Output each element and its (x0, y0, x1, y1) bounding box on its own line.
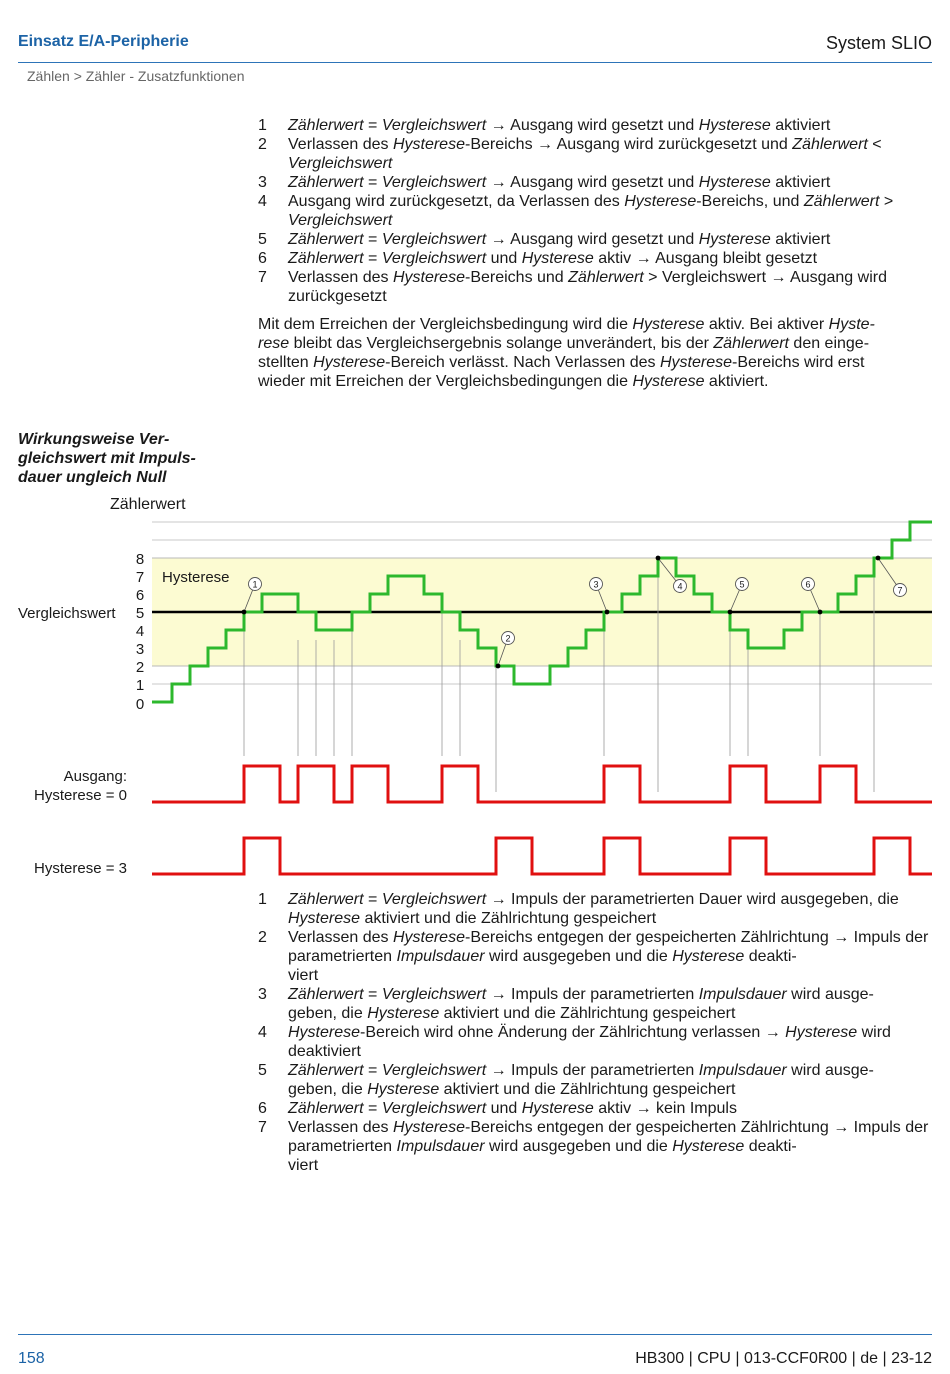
list-item (258, 1099, 938, 1118)
list-item (258, 268, 938, 306)
list-item-text: Zählerwert = Vergleichswert → Impuls der parametrierten Dauer wird ausgegeben, die Hysterese aktiviert und die Zählrichtung gespeichert (288, 891, 899, 927)
y-tick-0: 0 (135, 696, 145, 713)
list-item (258, 249, 938, 268)
y-axis-title: Zählerwert (110, 496, 186, 513)
y-tick-3: 3 (135, 641, 145, 658)
list-item-text: Verlassen des Hysterese-Bereichs → Ausgang wird zurückgesetzt und Zählerwert < Vergleichswert (288, 136, 882, 172)
marker-dot (242, 610, 247, 615)
list-item (258, 890, 938, 928)
y-tick-5: 5 (135, 605, 145, 622)
list-item-number: 7 (258, 269, 267, 286)
list-item-text: Zählerwert = Vergleichswert → Ausgang wird gesetzt und Hysterese aktiviert (288, 117, 831, 134)
hysteresis-label: Hysterese (162, 569, 230, 586)
list-item-number: 2 (258, 929, 267, 946)
list-item (258, 135, 938, 173)
list-item-text: Zählerwert = Vergleichswert → Ausgang wird gesetzt und Hysterese aktiviert (288, 174, 831, 191)
timing-diagram (0, 490, 950, 885)
hysteresis-paragraph: Mit dem Erreichen der Vergleichsbedingung wird die Hysterese aktiv. Bei aktiver Hyste- rese bleibt das Vergleichsergebnis solange unverändert, bis der Zählerwert den einge- stellten Hysterese-Bereich verlässt. Nach Verlassen des Hysterese-Bereichs wird erst wieder mit Erreichen der Vergleichsbedingungen die Hysterese aktiviert. (258, 316, 875, 390)
list-item (258, 985, 938, 1023)
document-id: HB300 | CPU | 013-CCF0R00 | de | 23-12 (635, 1350, 932, 1367)
list-item-number: 1 (258, 117, 267, 134)
list-item-text: Verlassen des Hysterese-Bereichs entgegen der gespeicherten Zählrichtung → Impuls der parametrierten Impulsdauer wird ausgegeben und die Hysterese deakti- viert (288, 929, 929, 984)
marker-number: 1 (252, 579, 258, 590)
y-tick-4: 4 (135, 623, 145, 640)
list-item-text: Ausgang wird zurückgesetzt, da Verlassen des Hysterese-Bereichs, und Zählerwert > Vergleichswert (288, 193, 894, 229)
output-label-3: Hysterese = 3 (34, 860, 127, 877)
marker-number: 6 (805, 579, 811, 590)
list-item-number: 4 (258, 1024, 267, 1041)
marker-number: 5 (739, 579, 745, 590)
list-item (258, 173, 938, 192)
list-item (258, 230, 938, 249)
list-item-text: Verlassen des Hysterese-Bereichs und Zählerwert > Vergleichswert → Ausgang wird zurückgesetzt (288, 269, 887, 305)
list-item-text: Zählerwert = Vergleichswert → Ausgang wird gesetzt und Hysterese aktiviert (288, 231, 831, 248)
marker-dot (656, 556, 661, 561)
breadcrumb: Zählen > Zähler - Zusatzfunktionen (27, 68, 245, 84)
list-item-number: 3 (258, 174, 267, 191)
output-label-2: Hysterese = 0 (34, 787, 127, 804)
list-item (258, 1023, 938, 1061)
list-item (258, 1118, 938, 1175)
y-tick-1: 1 (135, 677, 145, 694)
list-item-number: 4 (258, 193, 267, 210)
list-item (258, 1061, 938, 1099)
list-item-number: 7 (258, 1119, 267, 1136)
marker-number: 2 (505, 633, 511, 644)
output-hysteresis-0-trace (152, 766, 932, 802)
section-title: Einsatz E/A-Peripherie (18, 33, 189, 50)
list-item-number: 6 (258, 1100, 267, 1117)
page-number: 158 (18, 1350, 45, 1367)
list-item-number: 5 (258, 231, 267, 248)
marker-dot (728, 610, 733, 615)
y-tick-8: 8 (135, 551, 145, 568)
list-item-number: 6 (258, 250, 267, 267)
y-tick-6: 6 (135, 587, 145, 604)
product-name: System SLIO (825, 33, 932, 53)
result-list-pulse (258, 890, 938, 1175)
side-heading: Wirkungsweise Ver- gleichswert mit Impuls- dauer ungleich Null (18, 431, 196, 486)
y-tick-7: 7 (135, 569, 145, 586)
list-item-text: Hysterese-Bereich wird ohne Änderung der Zählrichtung verlassen → Hysterese wird deaktiviert (288, 1024, 891, 1060)
list-item-text: Zählerwert = Vergleichswert und Hysterese aktiv → Ausgang bleibt gesetzt (288, 250, 818, 267)
y-tick-labels (136, 551, 144, 713)
list-item (258, 928, 938, 985)
marker-number: 3 (593, 579, 599, 590)
compare-value-label: Vergleichswert (18, 605, 116, 622)
footer-rule (18, 1334, 932, 1335)
list-item-number: 3 (258, 986, 267, 1003)
marker-dot (876, 556, 881, 561)
list-item (258, 192, 938, 230)
list-item-text: Zählerwert = Vergleichswert → Impuls der parametrierten Impulsdauer wird ausge- geben, die Hysterese aktiviert und die Zählrichtung gespeichert (288, 1062, 874, 1098)
marker-dot (605, 610, 610, 615)
y-tick-2: 2 (135, 659, 145, 676)
list-item-text: Zählerwert = Vergleichswert → Impuls der parametrierten Impulsdauer wird ausge- geben, die Hysterese aktiviert und die Zählrichtung gespeichert (288, 986, 874, 1022)
header-rule (18, 62, 932, 63)
list-item-number: 5 (258, 1062, 267, 1079)
marker-number: 7 (897, 585, 903, 596)
output-label-1: Ausgang: (63, 768, 127, 785)
output-hysteresis-3-trace (152, 838, 932, 874)
list-item-number: 1 (258, 891, 267, 908)
marker-dot (818, 610, 823, 615)
list-item (258, 116, 938, 135)
marker-number: 4 (677, 581, 683, 592)
list-item-text: Verlassen des Hysterese-Bereichs entgegen der gespeicherten Zählrichtung → Impuls der parametrierten Impulsdauer wird ausgegeben und die Hysterese deakti- viert (288, 1119, 929, 1174)
list-item-number: 2 (258, 136, 267, 153)
marker-dot (496, 664, 501, 669)
result-list-hysteresis (258, 116, 938, 306)
list-item-text: Zählerwert = Vergleichswert und Hysterese aktiv → kein Impuls (288, 1100, 737, 1117)
